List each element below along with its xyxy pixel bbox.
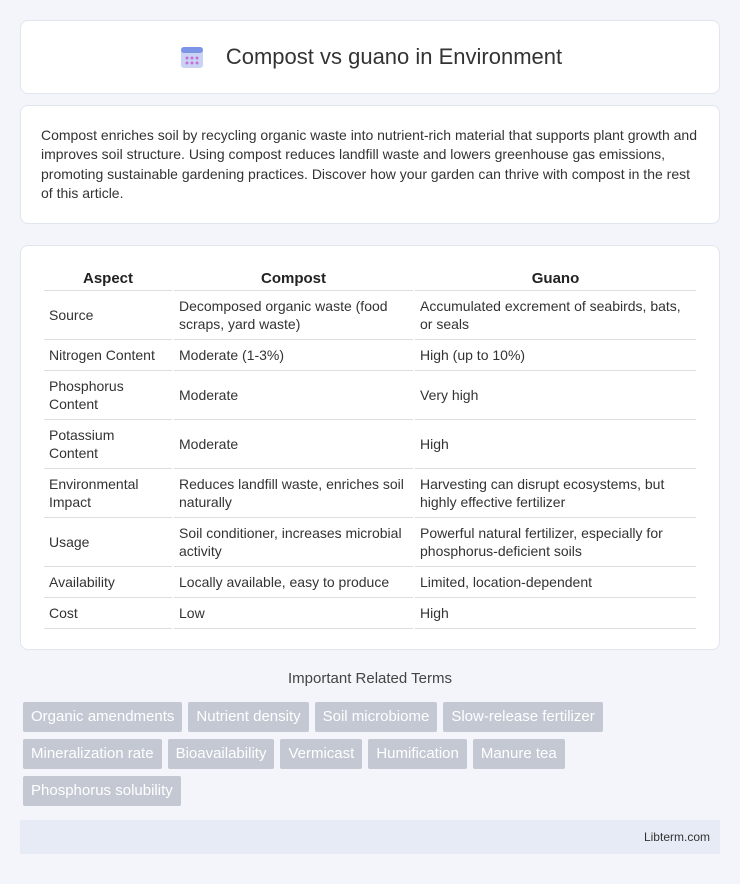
table-cell: Usage — [44, 518, 172, 567]
intro-text: Compost enriches soil by recycling organic waste into nutrient-rich material that supports plant growth and improves soil structure. Using compost reduces landfill waste and lowers greenhouse gas emissions, promoting sustainable gardening practices. Discover how your garden can thrive with compost in the rest of this article. — [41, 127, 697, 202]
related-terms-title: Important Related Terms — [288, 670, 452, 687]
table-cell: Decomposed organic waste (food scraps, yard waste) — [174, 291, 413, 340]
tag-humification[interactable]: Humification — [368, 739, 467, 769]
table-cell: Low — [174, 598, 413, 629]
table-row — [44, 420, 696, 469]
table-cell: Availability — [44, 567, 172, 598]
tag-slow-release-fertilizer[interactable]: Slow-release fertilizer — [443, 702, 602, 732]
table-cell: Accumulated excrement of seabirds, bats, or seals — [415, 291, 696, 340]
column-header-compost: Compost — [174, 266, 413, 291]
tag-phosphorus-solubility[interactable]: Phosphorus solubility — [23, 776, 181, 806]
table-row — [44, 291, 696, 340]
table-cell: Reduces landfill waste, enriches soil naturally — [174, 469, 413, 518]
table-cell: High — [415, 598, 696, 629]
table-row — [44, 340, 696, 371]
table-cell: Potassium Content — [44, 420, 172, 469]
table-cell: Nitrogen Content — [44, 340, 172, 371]
table-cell: Powerful natural fertilizer, especially for phosphorus-deficient soils — [415, 518, 696, 567]
tag-manure-tea[interactable]: Manure tea — [473, 739, 565, 769]
calendar-icon — [178, 43, 206, 71]
table-cell: Moderate (1-3%) — [174, 340, 413, 371]
page-title: Compost vs guano in Environment — [225, 44, 563, 69]
column-header-guano: Guano — [415, 266, 696, 291]
table-cell: Moderate — [174, 420, 413, 469]
tag-mineralization-rate[interactable]: Mineralization rate — [23, 739, 162, 769]
table-cell: Harvesting can disrupt ecosystems, but highly effective fertilizer — [415, 469, 696, 518]
table-cell: Phosphorus Content — [44, 371, 172, 420]
comparison-card — [20, 245, 720, 650]
table-row — [44, 598, 696, 629]
table-cell: Locally available, easy to produce — [174, 567, 413, 598]
table-row — [44, 371, 696, 420]
footer-link[interactable]: Libterm.com — [643, 830, 710, 844]
table-cell: High (up to 10%) — [415, 340, 696, 371]
tag-vermicast[interactable]: Vermicast — [280, 739, 362, 769]
tag-soil-microbiome[interactable]: Soil microbiome — [315, 702, 438, 732]
table-row — [44, 567, 696, 598]
tag-organic-amendments[interactable]: Organic amendments — [23, 702, 182, 732]
table-row — [44, 518, 696, 567]
table-cell: High — [415, 420, 696, 469]
table-header-row — [44, 266, 696, 291]
table-cell: Soil conditioner, increases microbial activity — [174, 518, 413, 567]
header-card — [20, 20, 720, 94]
table-cell: Source — [44, 291, 172, 340]
table-row — [44, 469, 696, 518]
table-cell: Cost — [44, 598, 172, 629]
related-terms-list — [23, 702, 723, 806]
column-header-aspect: Aspect — [44, 266, 172, 291]
footer — [20, 820, 720, 854]
table-cell: Moderate — [174, 371, 413, 420]
comparison-table — [42, 266, 698, 629]
tag-nutrient-density[interactable]: Nutrient density — [188, 702, 308, 732]
table-cell: Limited, location-dependent — [415, 567, 696, 598]
intro-card — [20, 105, 720, 224]
table-cell: Environmental Impact — [44, 469, 172, 518]
tag-bioavailability[interactable]: Bioavailability — [168, 739, 275, 769]
table-cell: Very high — [415, 371, 696, 420]
